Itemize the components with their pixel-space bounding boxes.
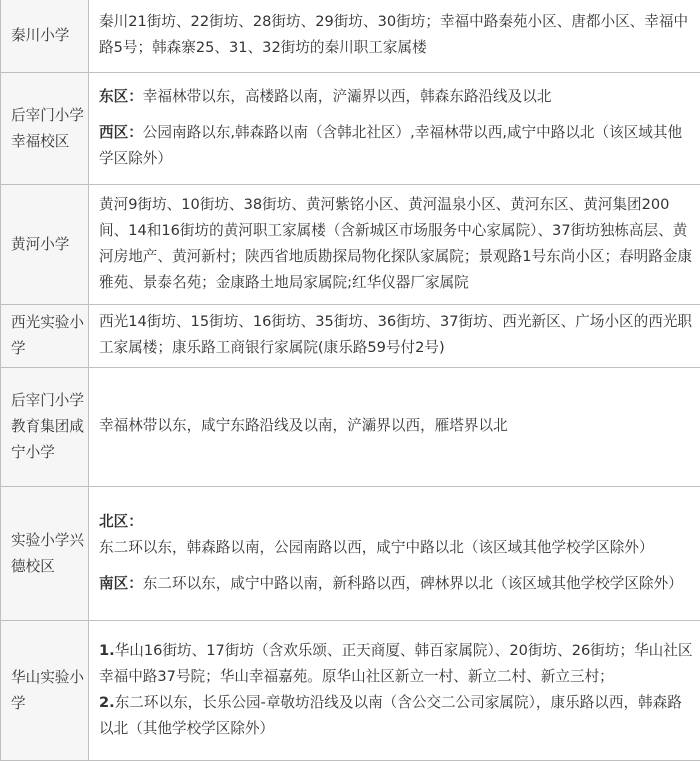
item-number: 1. (99, 642, 115, 659)
district-text: 东二环以东，长乐公园-章敬坊沿线及以南（含公交二公司家属院），康乐路以西，韩森路以北（其他学校学区除外） (99, 694, 682, 737)
district-block (99, 638, 694, 690)
district-text: 西光14街坊、15街坊、16街坊、35街坊、36街坊、37街坊、西光新区、广场小区的西光职工家属楼；康乐路工商银行家属院(康乐路59号付2号) (99, 309, 694, 361)
district-block (99, 84, 694, 110)
school-name-cell: 后宰门小学幸福校区 (1, 73, 89, 185)
zone-label: 南区： (99, 575, 143, 592)
district-block (99, 120, 694, 172)
school-name-cell: 后宰门小学教育集团咸宁小学 (1, 368, 89, 487)
table-row (1, 0, 700, 73)
district-text: 秦川21街坊、22街坊、28街坊、29街坊、30街坊；幸福中路秦苑小区、唐都小区、幸福中路5号；韩森寨25、31、32街坊的秦川职工家属楼 (99, 9, 694, 61)
district-cell (89, 185, 700, 305)
district-text: 东二环以东，韩森路以南，公园南路以西，咸宁中路以北（该区域其他学校学区除外） (99, 539, 654, 556)
district-text: 幸福林带以东，高楼路以南，浐灞界以西，韩森东路沿线及以北 (143, 88, 552, 105)
district-text: 东二环以东，咸宁中路以南，新科路以西，碑林界以北（该区域其他学校学区除外） (143, 575, 683, 592)
district-cell (89, 621, 700, 761)
district-cell (89, 368, 700, 487)
district-text: 华山16街坊、17街坊（含欢乐颂、正天商厦、韩百家属院）、20街坊、26街坊；华山社区幸福中路37号院；华山幸福嘉苑。原华山社区新立一村、新立二村、新立三村； (99, 642, 692, 685)
table-row (1, 621, 700, 761)
district-cell (89, 73, 700, 185)
district-text: 公园南路以东,韩森路以南（含韩北社区）,幸福林带以西,咸宁中路以北（该区域其他学区除外） (99, 124, 682, 167)
table-row (1, 73, 700, 185)
zone-label: 北区： (99, 513, 143, 530)
school-name-cell: 黄河小学 (1, 185, 89, 305)
item-number: 2. (99, 694, 115, 711)
table-row (1, 185, 700, 305)
zone-label: 西区： (99, 124, 143, 141)
district-block (99, 509, 694, 561)
district-text: 黄河9街坊、10街坊、38街坊、黄河紫铭小区、黄河温泉小区、黄河东区、黄河集团200间、14和16街坊的黄河职工家属楼（含新城区市场服务中心家属院）、37街坊独栋高层、黄河房地产、黄河新村；陕西省地质勘探局物化探队家属院；景观路1号东尚小区；春明路金康雅苑、景泰名苑；金康路土地局家属院;红华仪器厂家属院 (99, 192, 694, 296)
district-cell (89, 305, 700, 368)
school-name-cell: 秦川小学 (1, 0, 89, 73)
district-block (99, 571, 694, 597)
district-cell (89, 0, 700, 73)
district-text: 幸福林带以东，咸宁东路沿线及以南，浐灞界以西，雁塔界以北 (99, 413, 694, 439)
district-block (99, 690, 694, 742)
table-row (1, 487, 700, 621)
school-name-cell: 华山实验小学 (1, 621, 89, 761)
school-name-cell: 实验小学兴德校区 (1, 487, 89, 621)
table-row (1, 368, 700, 487)
table-row (1, 305, 700, 368)
district-cell (89, 487, 700, 621)
zone-label: 东区： (99, 88, 143, 105)
school-name-cell: 西光实验小学 (1, 305, 89, 368)
